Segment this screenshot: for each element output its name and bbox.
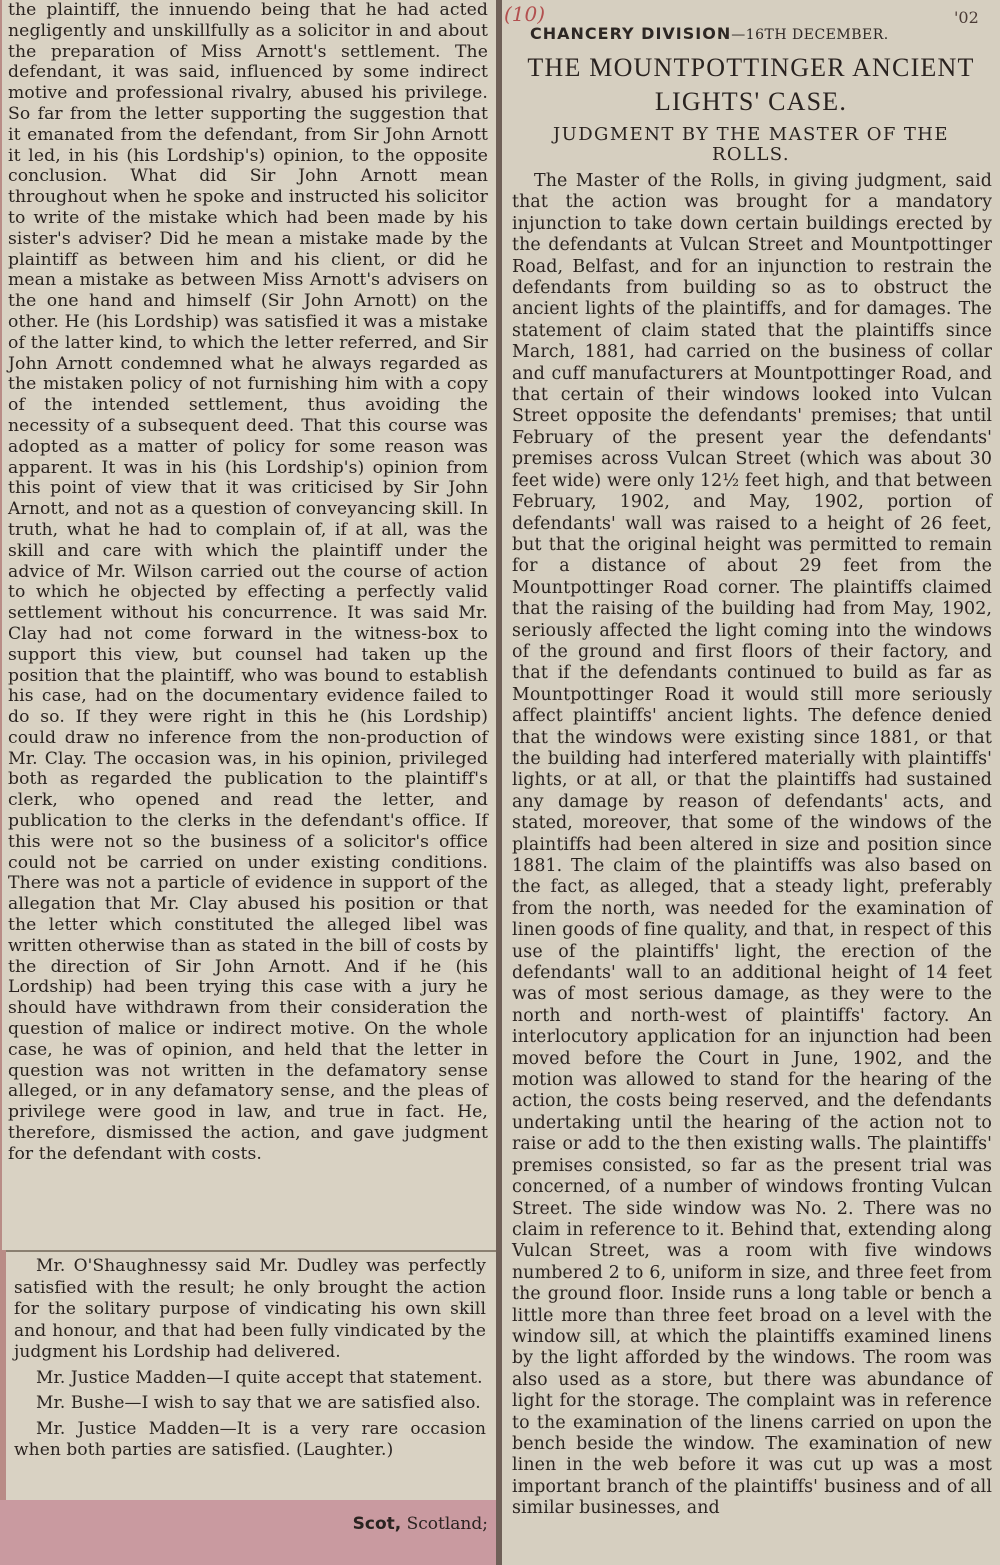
left-bottom-paragraph: Mr. O'Shaughnessy said Mr. Dudley was perfectly satisfied with the result; he only brought the action for the solitary purpose of vindicating his own skill and honour, and that had been fully vindicated by the judgment his Lordship had delivered. [14, 1256, 486, 1362]
footer-place: Scotland; [406, 1514, 488, 1534]
left-bottom-paragraph: Mr. Justice Madden—It is a very rare occasion when both parties are satisfied. (Laughter.) [14, 1418, 486, 1460]
footer-signature-area [6, 1500, 496, 1565]
handwritten-page-number: (10) [504, 2, 546, 26]
left-article-text: the plaintiff, the innuendo being that he had acted negligently and unskillfully as a solicitor in and about the preparation of Miss Arnott's settlement. The defendant, it was said, influenced by some indirect motive and professional rivalry, abused his privilege. So far from the letter supporting the suggestion that it emanated from the defendant, from Sir John Arnott it led, in his (his Lordship's) opinion, to the opposite conclusion. What did Sir John Arnott mean throughout when he spoke and instructed his solicitor to write of the mistake which had been made by his sister's adviser? Did he mean a mistake made by the plaintiff as between him and his client, or did he mean a mistake as between Miss Arnott's advisers on the one hand and himself (Sir John Arnott) on the other. He (his Lordship) was satisfied it was a mistake of the latter kind, to which the letter referred, and Sir John Arnott condemned what he always regarded as the mistaken policy of not furnishing him with a copy of the intended settlement, thus avoiding the necessity of a subsequent deed. That this course was adopted as a matter of policy for some reason was apparent. It was in his (his Lordship's) opinion from this point of view that it was criticised by Sir John Arnott, and not as a question of conveyancing skill. In truth, what he had to complain of, if at all, was the skill and care with which the plaintiff under the advice of Mr. Wilson carried out the course of action to which he objected by effecting a perfectly valid settlement without his concurrence. It was said Mr. Clay had not come forward in the witness-box to support this view, but counsel had taken up the position that the plaintiff, who was bound to establish his case, had on the documentary evidence failed to do so. If they were right in this he (his Lordship) could draw no inference from the non-production of Mr. Clay. The occasion was, in his opinion, privileged both as regarded the publication to the plaintiff's clerk, who opened and read the letter, and publication to the clerks in the defendant's office. If this were not so the business of a solicitor's office could not be carried on under existing conditions. There was not a particle of evidence in support of the allegation that Mr. Clay abused his position or that the letter which constituted the alleged libel was written otherwise than as stated in the bill of costs by the direction of Sir John Arnott. And if he (his Lordship) had been trying this case with a jury he should have withdrawn from their consideration the question of malice or indirect motive. On the whole case, he was of opinion, and held that the letter in question was not written in the defamatory sense alleged, or in any defamatory sense, and the pleas of privilege were good in law, and true in fact. He, therefore, dismissed the action, and gave judgment for the defendant with costs. [8, 0, 488, 1164]
left-column [2, 0, 496, 1250]
right-column [502, 0, 1000, 1565]
section-header [502, 0, 1000, 47]
article-title: THE MOUNTPOTTINGER ANCIENT LIGHTS' CASE. [527, 53, 975, 116]
left-bottom-paragraph: Mr. Bushe—I wish to say that we are satisfied also. [36, 1393, 481, 1413]
corner-page-number: '02 [954, 8, 979, 27]
left-bottom-column [6, 1250, 496, 1502]
left-bottom-paragraph: Mr. Justice Madden—I quite accept that statement. [36, 1367, 483, 1388]
footer-signature [353, 1514, 488, 1534]
section-date: —16TH DECEMBER. [731, 27, 889, 43]
footer-name: Scot, [352, 1514, 402, 1534]
article-subtitle: JUDGMENT BY THE MASTER OF THE ROLLS. [553, 124, 949, 165]
right-article-body [502, 171, 1000, 1520]
section-name: CHANCERY DIVISION [530, 24, 732, 43]
right-article-text: The Master of the Rolls, in giving judgment, said that the action was brought for a mandatory injunction to take down certain buildings erected by the defendants at Vulcan Street and Mountpottinger Road, Belfast, and for an injunction to restrain the defendants from building so as to obstruct the ancient lights of the plaintiffs, and for damages. The statement of claim stated that the plaintiffs since March, 1881, had carried on the business of collar and cuff manufacturers at Mountpottinger Road, and that certain of their windows looked into Vulcan Street opposite the defendants' premises; that until February of the present year the defendants' premises across Vulcan Street (which was about 30 feet wide) were only 12½ feet high, and that between February, 1902, and May, 1902, portion of defendants' wall was raised to a height of 26 feet, but that the original height was permitted to remain for a distance of about 29 feet from the Mountpottinger Road corner. The plaintiffs claimed that the raising of the building had from May, 1902, seriously affected the light coming into the windows of the ground and first floors of their factory, and that if the defendants continued to build as far as Mountpottinger Road it would still more seriously affect plaintiffs' ancient lights. The defence denied that the windows were existing since 1881, or that the building had interfered materially with plaintiffs' lights, or at all, or that the plaintiffs had sustained any damage by reason of defendants' acts, and stated, moreover, that some of the windows of the plaintiffs had been altered in size and position since 1881. The claim of the plaintiffs was also based on the fact, as alleged, that a steady light, preferably from the north, was needed for the examination of linen goods of fine quality, and that, in respect of this use of the plaintiffs' light, the erection of the defendants' wall to an additional height of 14 feet was of most serious damage, as they were to the north and north-west of plaintiffs' factory. An interlocutory application for an injunction had been moved before the Court in June, 1902, and the motion was allowed to stand for the hearing of the action, the costs being reserved, and the defendants undertaking until the hearing of the action not to raise or add to the then existing walls. The plaintiffs' premises consisted, so far as the present trial was concerned, of a number of windows fronting Vulcan Street. The side window was No. 2. There was no claim in reference to it. Behind that, extending along Vulcan Street, was a room with five windows numbered 2 to 6, uniform in size, and three feet from the ground floor. Inside runs a long table or bench a little more than three feet broad on a level with the window sill, at which the plaintiffs examined linens by the light afforded by the windows. The room was also used as a store, but there was abundance of light for the storage. The complaint was in reference to the examination of the linens carried on upon the bench beside the window. The examination of new linen in the web before it was cut up was a most important branch of the plaintiffs' business and of all similar businesses, and [512, 171, 992, 1519]
